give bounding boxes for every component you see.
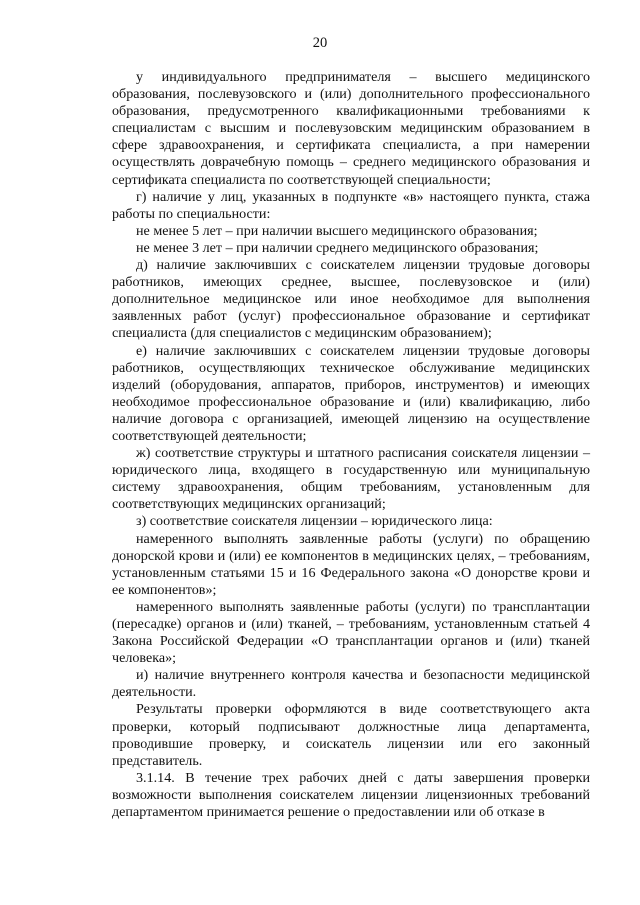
paragraph-inspection-results: Результаты проверки оформляются в виде соответствующего акта проверки, который подписывают должностные лица департамента, проводившие проверку, и соискатель лицензии или его законный представитель. xyxy=(112,701,590,769)
paragraph-item-z: з) соответствие соискателя лицензии – юридического лица: xyxy=(136,513,493,530)
paragraph-3-1-14: 3.1.14. В течение трех рабочих дней с даты завершения проверки возможности выполнения соискателем лицензии лицензионных требований департаментом принимается решение о предоставлении или об отказе в xyxy=(112,769,590,821)
paragraph-item-zh: ж) соответствие структуры и штатного расписания соискателя лицензии – юридического лица, входящего в государственную или муниципальную систему здравоохранения, общим требованиям, установленным для соответствующих медицинских организаций; xyxy=(112,445,590,513)
paragraph-experience-5-years: не менее 5 лет – при наличии высшего медицинского образования; xyxy=(136,222,538,239)
paragraph-transplantation: намеренного выполнять заявленные работы (услуги) по трансплантации (пересадке) органов и (или) тканей, – требованиям, установленным статьей 4 Закона Российской Федерации «О трансплантации органов и (или) тканей человека»; xyxy=(112,598,590,667)
paragraph-blood-donation: намеренного выполнять заявленные работы (услуги) по обращению донорской крови и (или) ее компонентов в медицинских целях, – требованиям, установленным статьями 15 и 16 Федерального закона «О донорстве крови и ее компонентов»; xyxy=(112,530,590,598)
paragraph-item-d: д) наличие заключивших с соискателем лицензии трудовые договоры работников, имеющих среднее, высшее, послевузовское и (или) дополнительное медицинское или иное необходимое для выполнения заявленных работ (услуг) профессиональное образование и сертификат специалиста (для специалистов с медицинским образованием); xyxy=(112,257,590,342)
paragraph-item-g: г) наличие у лиц, указанных в подпункте «в» настоящего пункта, стажа работы по специальности: xyxy=(112,188,590,222)
paragraph-continuation: у индивидуального предпринимателя – высшего медицинского образования, послевузовского и (или) дополнительного профессионального образования, предусмотренного квалификационными требованиями к специалистам с высшим и послевузовским медицинским образованием в сфере здравоохранения, и сертификата специалиста, а при намерении осуществлять доврачебную помощь – среднего медицинского образования и сертификата специалиста по соответствующей специальности; xyxy=(112,69,590,188)
page-number: 20 xyxy=(312,35,328,51)
paragraph-item-e: е) наличие заключивших с соискателем лицензии трудовые договоры работников, осуществляющих техническое обслуживание медицинских изделий (оборудования, аппаратов, приборов, инструментов) и имеющих необходимое профессиональное образование и (или) квалификацию, либо наличие договора с организацией, имеющей лицензию на осуществление соответствующей деятельности; xyxy=(112,342,590,444)
paragraph-item-i: и) наличие внутреннего контроля качества и безопасности медицинской деятельности. xyxy=(112,667,590,701)
paragraph-experience-3-years: не менее 3 лет – при наличии среднего медицинского образования; xyxy=(136,239,539,256)
document-body xyxy=(112,69,590,821)
